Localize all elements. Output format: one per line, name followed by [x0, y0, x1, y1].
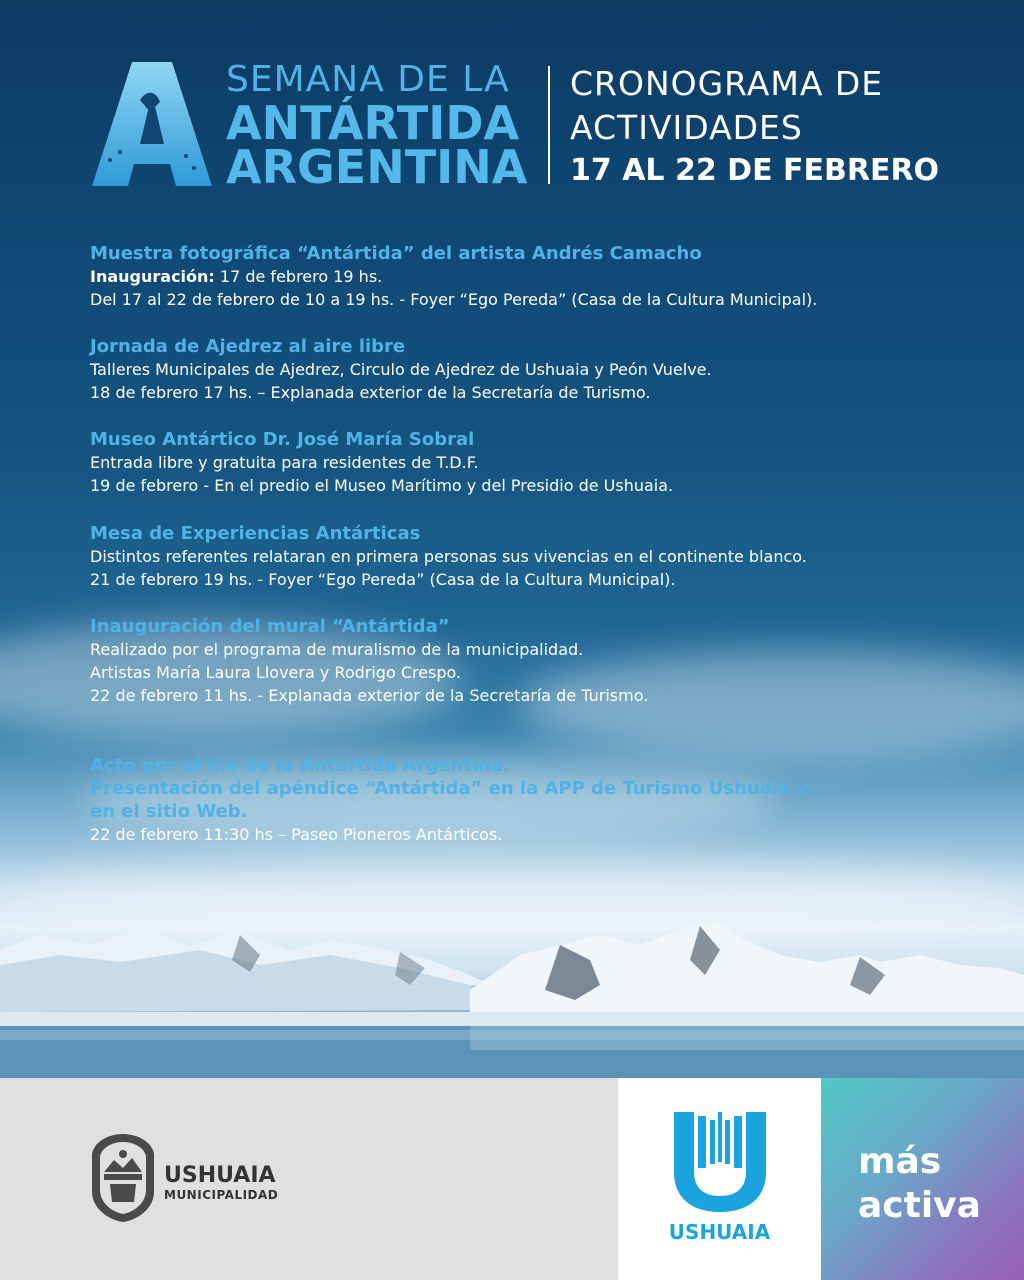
title-argentina: ARGENTINA [226, 140, 528, 194]
event-ceremony [90, 754, 950, 846]
schedule-dates: 17 AL 22 DE FEBRERO [570, 153, 940, 188]
municipal-name: USHUAIA [164, 1163, 276, 1188]
header-divider [548, 66, 550, 184]
ushuaia-u-logo-icon [674, 1112, 766, 1214]
event-detail: 22 de febrero 11 hs. - Explanada exterior de la Secretaría de Turismo. [90, 686, 649, 705]
event-experiences [90, 522, 950, 591]
event-detail-text: 17 de febrero 19 hs. [214, 267, 383, 286]
event-chess [90, 335, 950, 404]
event-detail: Del 17 al 22 de febrero de 10 a 19 hs. - Foyer “Ego Pereda” (Casa de la Cultura Municipal). [90, 290, 818, 309]
event-title: Acto por el día de la Antártida Argentina. [90, 755, 511, 776]
antarctica-a-logo-icon [90, 60, 214, 188]
event-mural [90, 615, 950, 707]
event-detail: 22 de febrero 11:30 hs – Paseo Pioneros Antárticos. [90, 825, 503, 844]
event-title: Inauguración del mural “Antártida” [90, 616, 450, 637]
event-detail [90, 265, 950, 288]
event-photo-exhibit [90, 242, 950, 311]
footer-municipal-panel [0, 1078, 618, 1280]
event-title: en el sitio Web. [90, 801, 248, 822]
municipal-subtitle: MUNICIPALIDAD [164, 1188, 279, 1202]
event-detail: Realizado por el programa de muralismo de la municipalidad. [90, 640, 584, 659]
event-detail: Talleres Municipales de Ajedrez, Circulo de Ajedrez de Ushuaia y Peón Vuelve. [90, 360, 712, 379]
slogan-line2: activa [858, 1185, 981, 1226]
event-museum [90, 428, 950, 497]
event-title: Jornada de Ajedrez al aire libre [90, 336, 406, 357]
event-label: Inauguración: [90, 267, 215, 286]
event-title: Museo Antártico Dr. José María Sobral [90, 429, 475, 450]
municipal-shield-icon [90, 1132, 156, 1224]
event-detail: Artistas María Laura Llovera y Rodrigo Crespo. [90, 663, 462, 682]
header [90, 59, 950, 194]
event-detail: 19 de febrero - En el predio el Museo Marítimo y del Presidio de Ushuaia. [90, 476, 674, 495]
brand-label: USHUAIA [668, 1220, 771, 1244]
event-title: Mesa de Experiencias Antárticas [90, 523, 421, 544]
event-detail: Distintos referentes relataran en primera personas sus vivencias en el continente blanco. [90, 547, 807, 566]
event-detail: 21 de febrero 19 hs. - Foyer “Ego Pereda” (Casa de la Cultura Municipal). [90, 570, 676, 589]
event-title: Presentación del apéndice “Antártida” en la APP de Turismo Ushuaia y [90, 778, 809, 799]
title-semana: SEMANA DE LA [226, 59, 510, 100]
event-title: Muestra fotográfica “Antártida” del artista Andrés Camacho [90, 243, 702, 264]
event-detail: 18 de febrero 17 hs. – Explanada exterior de la Secretaría de Turismo. [90, 383, 651, 402]
schedule-heading-line2: ACTIVIDADES [570, 108, 803, 147]
slogan-line1: más [858, 1141, 942, 1182]
event-detail: Entrada libre y gratuita para residentes de T.D.F. [90, 453, 479, 472]
title-antartida: ANTÁRTIDA [226, 96, 520, 150]
schedule-heading-line1: CRONOGRAMA DE [570, 64, 884, 103]
